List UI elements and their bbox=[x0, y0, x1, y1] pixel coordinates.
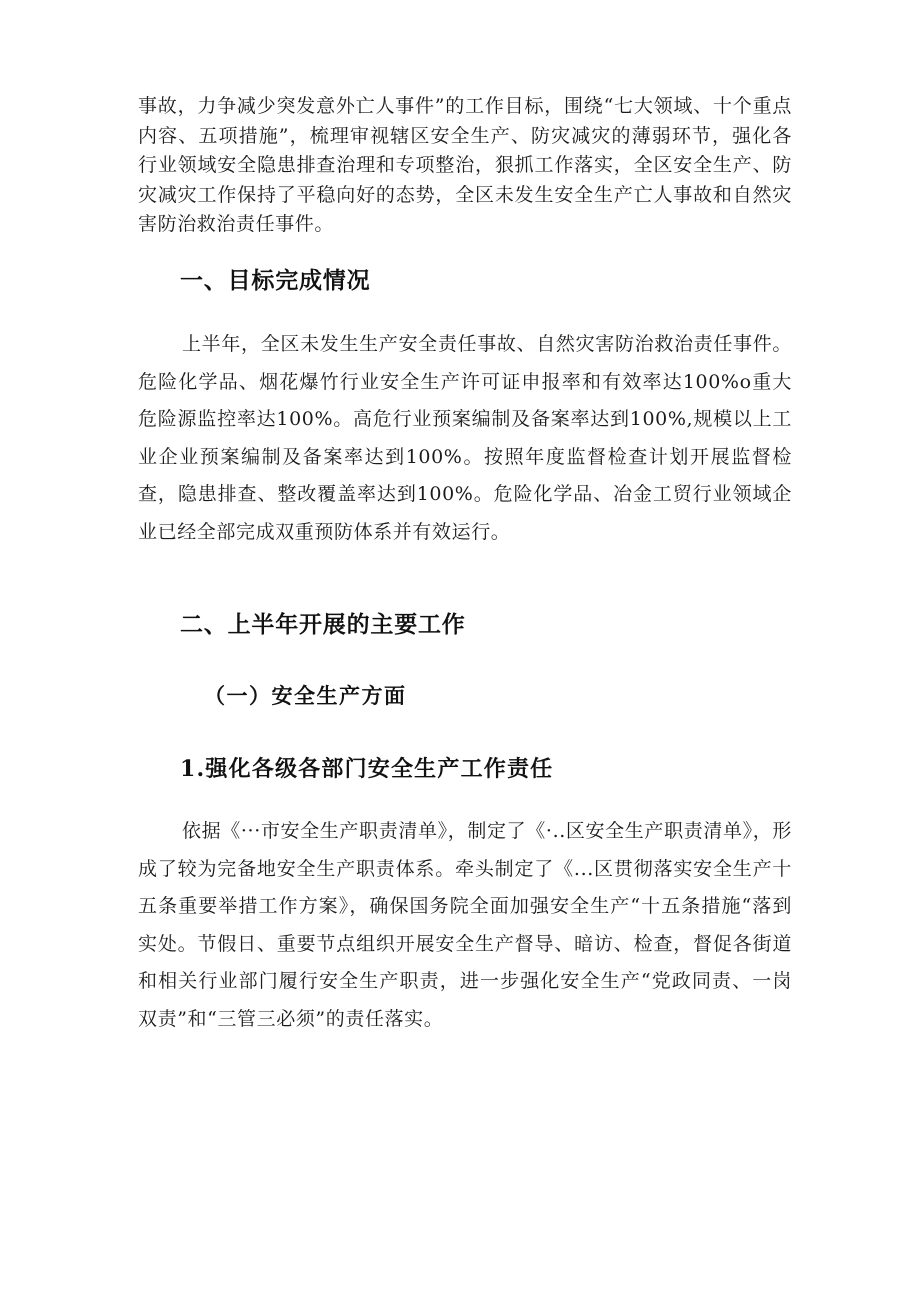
section-heading-main-work: 二、上半年开展的主要工作 bbox=[180, 612, 466, 638]
goal-completion-paragraph: 上半年，全区未发生生产安全责任事故、自然灾害防治救治责任事件。危险化学品、烟花爆竹行业安全生产许可证申报率和有效率达100%o重大危险源监控率达100%。高危行业预案编制及备案率达到100%,规模以上工业企业预案编制及备案率达到100%。按照年度监督检查计划开展监督检查，隐患排查、整改覆盖率达到100%。危险化学品、冶金工贸行业领域企业已经全部完成双重预防体系并有效运行。 bbox=[138, 333, 792, 543]
section-heading-goal-completion: 一、目标完成情况 bbox=[180, 268, 371, 294]
intro-paragraph: 事故，力争减少突发意外亡人事件”的工作目标，围绕“七大领域、十个重点内容、五项措施”，梳理审视辖区安全生产、防灾减灾的薄弱环节，强化各行业领域安全隐患排查治理和专项整治，狠抓工作落实，全区安全生产、防灾减灾工作保持了平稳向好的态势，全区未发生安全生产亡人事故和自然灾害防治救治责任事件。 bbox=[138, 95, 792, 235]
responsibility-paragraph: 依据《···市安全生产职责清单》，制定了《·..区安全生产职责清单》，形成了较为完备地安全生产职责体系。牵头制定了《...区贯彻落实安全生产十五条重要举措工作方案》，确保国务院全面加强安全生产“十五条措施“落到实处。节假日、重要节点组织开展安全生产督导、暗访、检查，督促各街道和相关行业部门履行安全生产职责，进一步强化安全生产“党政同责、一岗双责”和“三管三必须”的责任落实。 bbox=[138, 820, 792, 1030]
subsection-heading-safety-production: （一）安全生产方面 bbox=[204, 683, 407, 708]
item-heading-responsibility: 1.强化各级各部门安全生产工作责任 bbox=[180, 756, 554, 782]
